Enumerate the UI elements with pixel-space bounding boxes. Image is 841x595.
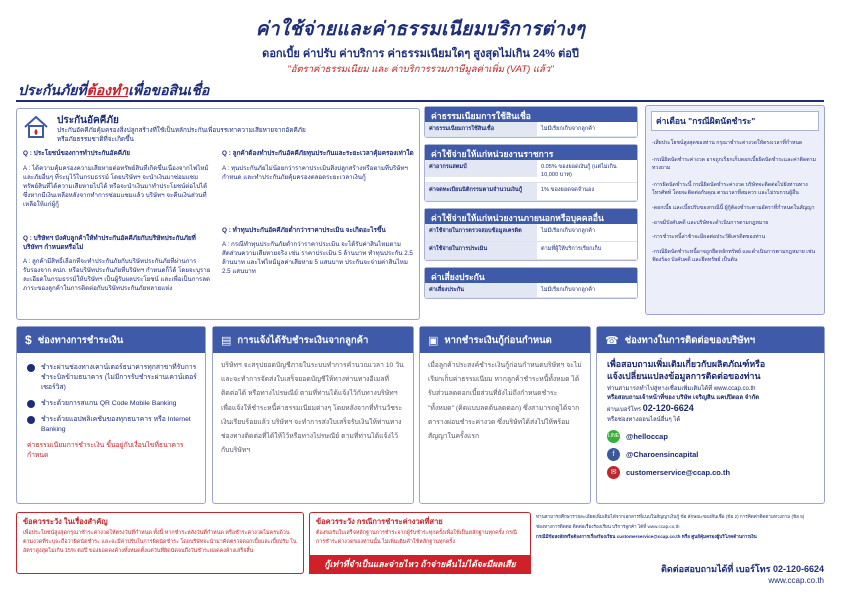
section-heading-suffix: เพื่อขอสินเชื่อ	[128, 82, 210, 98]
contact-line-1: ท่านสามารถทำไปสู่ทางเชื่อมเพิ่มเติมได้ที่ www.ccap.co.th	[607, 386, 756, 392]
early-payment-panel	[419, 326, 591, 504]
cash-icon: ▣	[428, 334, 439, 347]
page-subtitle: ดอกเบี้ย ค่าปรับ ค่าบริการ ค่าธรรมเนียมใดๆ สูงสุดไม่เกิน 24% ต่อปี	[262, 48, 579, 60]
contact-facebook-row[interactable]	[607, 448, 816, 461]
receipt-panel	[212, 326, 414, 504]
table-row	[425, 283, 637, 298]
fine-print	[536, 513, 826, 541]
table-cell-value: ไม่มีเรียกเก็บจากลูกค้า	[537, 283, 637, 297]
email-icon: ✉	[607, 466, 620, 479]
warning-box-2	[309, 512, 531, 558]
table-row	[425, 224, 637, 242]
list-item: -อาจมีบังคับคดี และบริษัทจะดำเนินการตามกฎหมาย	[652, 219, 769, 226]
contact-heading-2: แจ้งเปลี่ยนแปลงข้อมูลการติดต่อของท่าน	[607, 371, 761, 381]
fire-right-col	[222, 149, 414, 312]
fire-question-4: Q : ทำทุนประกันอัคคีภัยต่ำกว่าราคาประเมิน จะเกิดอะไรขึ้น	[222, 227, 386, 234]
warning-2-title: ข้อควรระวัง กรณีการชำระค่างวดที่สาย	[316, 517, 443, 526]
fire-title: ประกันอัคคีภัย	[57, 115, 119, 126]
list-item: -กรณีผิดนัดชำระค่างวด อาจถูกเรียกเก็บดอกเบี้ยผิดนัดชำระและค่าติดตามทวงถาม	[652, 156, 816, 172]
fee-table-external	[424, 208, 638, 261]
payment-fee-note: ค่าธรรมเนียมการชำระเงิน ขึ้นอยู่กับเงื่อนไขที่ธนาคารกำหนด	[27, 442, 184, 459]
payment-channels-body	[17, 353, 205, 461]
contact-body	[597, 353, 824, 479]
contact-title: ช่องทางในการติดต่อของบริษัทฯ	[624, 334, 756, 346]
bullet-icon	[27, 416, 35, 424]
early-payment-title: หากชำระเงินกู้ก่อนกำหนด	[444, 334, 552, 346]
contact-heading-1: เพื่อสอบถามเพิ่มเติมเกี่ยวกับผลิตภัณฑ์หรือ	[607, 359, 766, 369]
list-item: -การชำระหนี้ล่าช้าจะมีผลต่อประวัติเครดิตของท่าน	[652, 234, 766, 241]
table-cell-value: 1% ของยอดจดจำนอง	[537, 183, 637, 200]
contact-panel	[596, 326, 825, 504]
contact-email-row[interactable]	[607, 466, 816, 479]
fee-table-external-title: ค่าใช้จ่ายให้แก่หน่วยงานภายนอกหรือบุคคลอื่น	[425, 209, 637, 224]
house-icon	[23, 115, 49, 139]
fire-insurance-box	[16, 108, 420, 320]
warning-2-body: ต้องขอรับใบเสร็จหลักฐานการชำระจากผู้รับชำระทุกครั้งเพื่อใช้เป็นหลักฐานทุกครั้ง กรณีการชำระค่างวดของท่านนั้น ไม่เพิ่มเติมคำใช้หลักฐานทุกครั้ง	[316, 530, 517, 545]
table-cell-value: ไม่มีเรียกเก็บจากลูกค้า	[537, 122, 637, 136]
section-heading-prefix: ประกันภัยที่	[18, 82, 87, 98]
default-warning-box	[645, 105, 825, 315]
facebook-icon: f	[607, 448, 620, 461]
fee-table-usage-title: ค่าธรรมเนียมการใช้สินเชื่อ	[425, 107, 637, 122]
bullet-icon	[27, 364, 35, 372]
contact-phone-label: ผ่านเบอร์โทร	[607, 407, 642, 413]
fire-left-col	[23, 149, 213, 313]
fire-answer-1: A : ได้ความคุ้มครองความเสียหายต่อทรัพย์สินที่เกิดขึ้นเนื่องจากไฟไหม้และภัยอื่นๆ ที่ระบุไว้ในกรมธรรม์ โดยบริษัทฯ จะนำเงินมาซ่อมแซมทรัพย์สินที่ได้ความเสียหายไปได้ หรือจะนำเงินมาทำประโยชน์ต่อไปได้ ซึ่งหากมีเงินเหลือหลังจากทำการซ่อมแซมแล้ว บริษัทฯ จะคืนเงินส่วนที่เหลือให้แก่ผู้กู้	[23, 165, 209, 208]
warning-box-1	[16, 512, 304, 574]
fire-intro: ประกันอัคคีภัยคุ้มครองสิ่งปลูกสร้างที่ใช้เป็นหลักประกันเพื่อบรรเทาความเสียหายจากอัคคีภัยหรือภัยธรรมชาติที่จะเกิดขึ้น	[57, 127, 306, 144]
warning-1-body: เพื่อประโยชน์สูงสุดกรุณาชำระค่างวดให้ตรงวันที่กำหนด ทั้งนี้ หากชำระหลังวันที่กำหนด หรือชำระค่างวดไม่ครบถ้วนตามงวดที่ระบุจะถือว่าผิดนัดชำระ และจะมีค่าปรับในการผิดนัดชำระ โดยบริษัทจะนำมาคิดตรวจดอกเบี้ยและเบี้ยปรับ ในอัตราสูงสุดไม่เกิน 15% ต่อปี ของยอดคงค้างทั้งหมดตั้งแต่วันที่ผิดนัดจนถึงวันชำระยอดคงค้างเสร็จสิ้น	[23, 530, 297, 554]
fire-question-3: Q : บริษัทฯ บังคับลูกค้าให้ทำประกันอัคคีภัยกับบริษัทประกันภัยที่บริษัทฯ กำหนดหรือไม่	[23, 235, 196, 251]
payment-channel-counter: ชำระผ่านช่องทางเคาน์เตอร์ธนาคารทุกสาขาที่รับการชำระบิลข้ามธนาคาร (ไม่มีการรับชำระผ่านเคาน์เตอร์เซอร์วิส)	[41, 364, 197, 391]
section-heading-emphasis: ต้องทำ	[86, 82, 129, 98]
website[interactable]: www.ccap.co.th	[768, 576, 824, 585]
vat-note: "อัตราค่าธรรมเนียม และ ค่าบริการรวมภาษีมูลค่าเพิ่ม (VAT) แล้ว"	[287, 64, 554, 75]
list-item: -ดอกเบี้ย และเบี้ยปรับของกรณีนี้ ผู้กู้ต้องชำระตามอัตราที่กำหนดในสัญญา	[652, 204, 815, 211]
contact-phone-number[interactable]: 02-120-6624	[642, 403, 694, 413]
table-cell-label: ค่าอากรแสตมป์	[425, 160, 537, 177]
table-cell-label: ค่าเสี่ยงประกัน	[425, 283, 537, 297]
table-cell-value: 0.05% ของยอดเงินกู้ (แต่ไม่เกิน 10,000 บาท)	[537, 160, 637, 182]
table-row	[425, 160, 637, 183]
table-row	[425, 242, 637, 260]
list-item: -เสียประโยชน์สูงสุดของท่าน กรุณาชำระค่างวดให้ตรงเวลาที่กำหนด	[652, 140, 803, 146]
contact-line-4: หรือช่องทางออนไลน์อื่นๆ ได้	[607, 417, 681, 423]
contact-header	[597, 327, 824, 353]
line-handle[interactable]: @helloccap	[626, 432, 668, 441]
document-icon: ▤	[221, 334, 232, 347]
fire-question-2: Q : ลูกค้าต้องทำประกันอัคคีภัยทุนประกันและระยะเวลาคุ้มครองเท่าใด	[222, 150, 414, 157]
table-cell-value: ตามที่ผู้ให้บริการเรียกเก็บ	[537, 242, 637, 259]
table-cell-label: ค่าธรรมเนียมการใช้สินเชื่อ	[425, 122, 537, 136]
fire-question-1: Q : ประโยชน์ของการทำประกันอัคคีภัย	[23, 150, 130, 157]
hotline: ติดต่อสอบถามได้ที่ เบอร์โทร 02-120-6624	[661, 564, 824, 574]
receipt-body: บริษัทฯ จะสรุปยอดบัญชีภายในระบบทำการคำนวณเวลา 10 วันและจะทำการจัดส่งใบเสร็จยอดบัญชีให้ทางท่านทางอีเมลที่ติดต่อได้ หรือทางไปรษณีย์ ตามที่ท่านได้แจ้งไว้กับทางบริษัทฯ เพื่อแจ้งให้ชำระหนี้ค่าธรรมเนียมต่างๆ โดยหลังจากที่ทำนวัชระเงินเรียบร้อยแล้ว บริษัทฯ จะทำการส่งใบเสร็จรับเงินให้ท่านทางช่องทางติดต่อที่ได้ให้ไว้หรือทางไปรษณีย์ ตามที่ท่านได้แจ้งไว้กับบริษัทฯ	[221, 362, 404, 455]
money-icon: $	[25, 333, 32, 347]
fire-answer-3: A : ลูกค้ามีสิทธิ์เลือกที่จะทำประกันภัยกับบริษัทประกันภัยที่ผ่านการรับรองจาก คปภ. หรือบริษัทประกันภัยที่บริษัทฯ กำหนดก็ได้ โดยจะบุรายละเอียดในกรมธรรม์ให้บริษัทฯ เป็นผู้รับผลประโยชน์ และเพื่อเป็นการลดภาระของลูกค้าในการติดต่อกับบริษัทประกันภัยหลายแห่ง	[23, 258, 211, 292]
phone-icon: ☎	[605, 334, 619, 347]
receipt-title: การแจ้งได้รับชำระเงินจากลูกค้า	[237, 334, 369, 346]
payment-channel-app: ชำระด้วยแอปพลิเคชันของทุกธนาคาร หรือ Internet Banking	[41, 416, 191, 433]
fee-table-insurance	[424, 267, 638, 299]
table-row	[425, 183, 637, 201]
line-icon: LINE	[607, 430, 620, 443]
divider	[16, 100, 824, 102]
fee-table-government-title: ค่าใช้จ่ายให้แก่หน่วยงานราชการ	[425, 145, 637, 160]
list-item: -การผิดนัดชำระนี้ กรณีผิดนัดชำระค่างวด บริษัทจะติดต่อไปยังท่านทางโทรศัพท์ โดยจะติดต่อกับคุณ ตามเวลาที่สมควร และไม่รบกวนผู้อื่น	[652, 181, 808, 197]
list-item	[27, 399, 197, 409]
list-item	[27, 415, 197, 435]
warning-1-title: ข้อควรระวัง ในเรื่องสำคัญ	[23, 517, 108, 526]
slogan-bar	[309, 555, 531, 574]
contact-phone-row	[607, 403, 816, 416]
list-item	[27, 363, 197, 393]
contact-line-2: หรือสอบถามเจ้าหน้าที่ของ บริษัท เจริญสิน แคปปิตอล จำกัด	[607, 395, 760, 401]
fee-table-insurance-title: ค่าเสี่ยงประกัน	[425, 268, 637, 283]
table-cell-label: ค่าใช้จ่ายในการตรวจสอบข้อมูลเครดิต	[425, 224, 537, 241]
email-address[interactable]: customerservice@ccap.co.th	[626, 468, 731, 477]
table-cell-value: ไม่มีเรียกเก็บจากลูกค้า	[537, 224, 637, 241]
early-payment-header	[420, 327, 590, 353]
fee-table-usage	[424, 106, 638, 138]
payment-channels-panel	[16, 326, 206, 504]
fire-answer-2: A : ทุนประกันภัยไม่น้อยกว่าราคาประเมินสิ่งปลูกสร้างหรือตามที่บริษัทฯ กำหนด และทำประกันภัยคุ้มครองตลอดระยะเวลาเงินกู้	[222, 165, 408, 181]
table-cell-label: ค่าใช้จ่ายในการประเมิน	[425, 242, 537, 259]
fire-answer-4: A : กรณีทำทุนประกันภัยต่ำกว่าราคาประเมิน จะได้รับค่าสินไหมตามสัดส่วนความเสียหายจริง เช่น ราคาประเมิน 5 ล้านบาท ทำทุนประกัน 2.5 ล้านบาท และไฟไหม้มูลค่าเสียหาย 5 แสนบาท ประกันจะจ่ายค่าสินไหม 2.5 แสนบาท	[222, 241, 413, 275]
early-payment-body: เมื่อลูกค้าประสงค์ชำระเงินกู้ก่อนกำหนดบริษัทฯ จะไม่เรียกเก็บค่าธรรมเนียม หากลูกค้าชำระหนี้ทั้งหมด ได้รับส่วนลดดอกเบี้ยส่วนที่ยังไม่ถึงกำหนดชำระ "ทั้งหมด" (คิดแบบลดต้นลดดอก) ซึ่งสามารถดูได้จากตารางผ่อนชำระค่างวด ซึ่งบริษัทได้ส่งไปให้พร้อมสัญญาในครั้งแรก	[428, 362, 582, 441]
fine-print-2: ช่องทางการติดต่อ ติดต่อเรื่องร้องเรียน บริการลูกค้า ได้ที่ www.ccap.co.th	[536, 524, 680, 529]
table-row	[425, 122, 637, 137]
fee-table-government	[424, 144, 638, 202]
payment-channels-title: ช่องทางการชำระเงิน	[37, 334, 124, 346]
default-warning-title: ค่าเตือน "กรณีผิดนัดชำระ"	[651, 111, 819, 131]
fine-print-1: ท่านสามารถศึกษารายละเอียดเพิ่มเติมได้จากเอกสารที่แนบในสัญญาเงินกู้ ข้อ ลักษณะของสินเชื่อ (ข้อ 2) การคิดค่าติดตามทวงถาม (ข้อ 5)	[536, 514, 805, 519]
facebook-handle[interactable]: @Charoensincapital	[626, 450, 699, 459]
contact-line-row[interactable]	[607, 430, 816, 443]
bullet-icon	[27, 400, 35, 408]
fine-print-3: กรณีมีข้อสงสัยหรือต้องการเรื่องร้องเรียน customerservice@ccap.co.th หรือ ศูนย์คุ้มครองผู้บริโภคด้านการเงิน	[536, 534, 757, 539]
payment-channel-qr: ชำระด้วยการสแกน QR Code Mobile Banking	[41, 400, 177, 407]
fees-column	[424, 106, 638, 299]
slogan-text: กู้เท่าที่จำเป็นและจ่ายไหว ถ้าจ่ายคืนไม่ได้จะมีผลเสีย	[324, 559, 516, 569]
page-title: ค่าใช้จ่ายและค่าธรรมเนียมบริการต่างๆ	[255, 19, 586, 40]
table-cell-label: ค่าจดทะเบียนนิติกรรมตามจำนวนเงินกู้	[425, 183, 537, 200]
section-heading	[18, 80, 209, 102]
list-item: -กรณีผิดนัดชำระหนี้อาจถูกยึดหลักทรัพย์ และดำเนินการตามกฎหมาย เช่น ฟ้องร้อง บังคับคดี และยึดทรัพย์ เป็นต้น	[652, 248, 816, 264]
receipt-header	[213, 327, 413, 353]
payment-channels-header	[17, 327, 205, 353]
